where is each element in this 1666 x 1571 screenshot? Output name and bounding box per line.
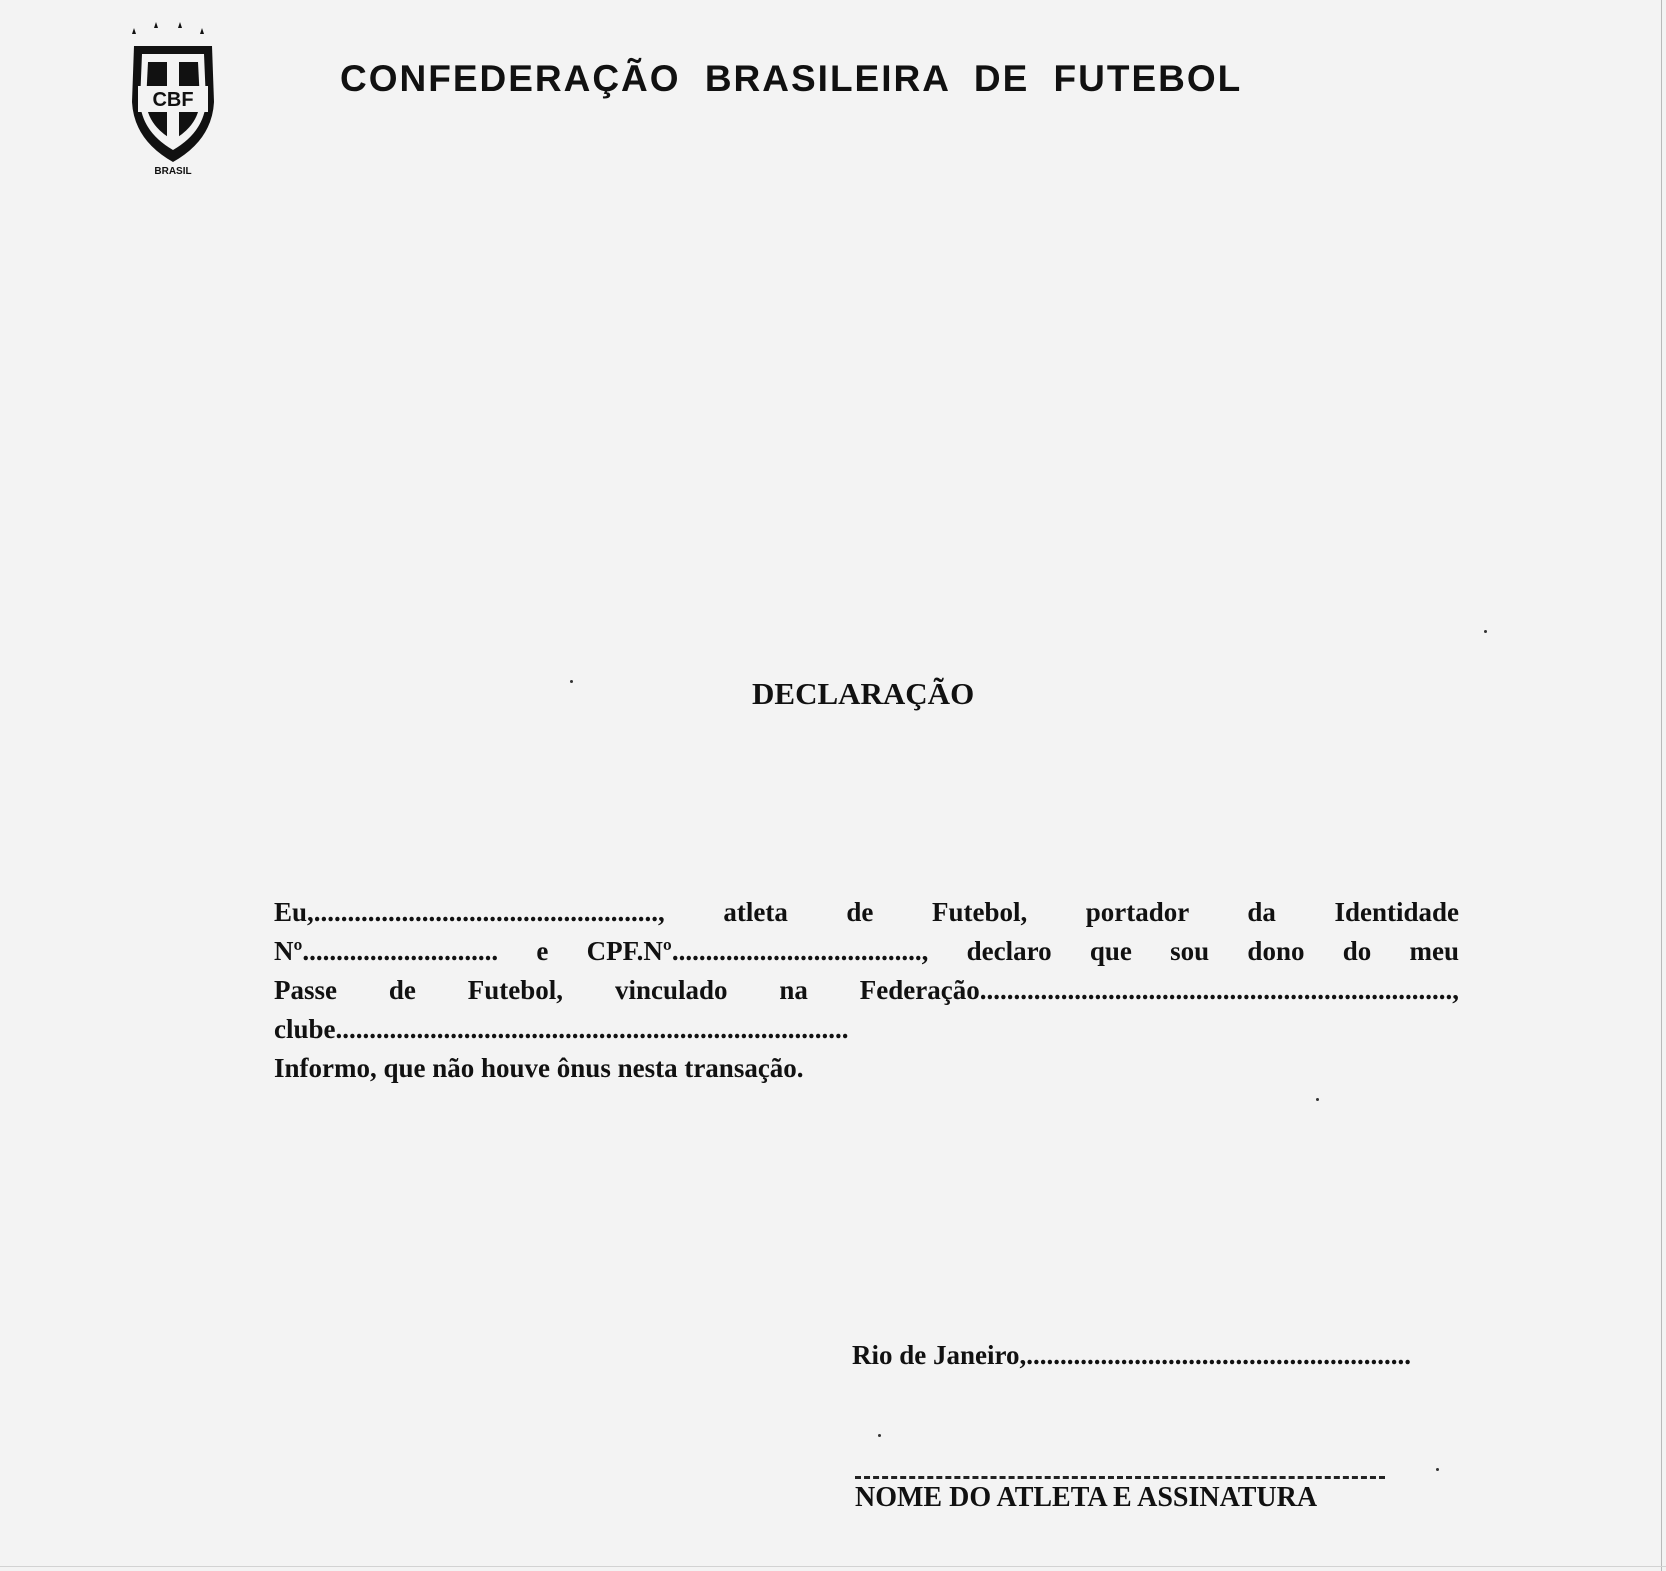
- place-date-field: Rio de Janeiro,.........................................................: [852, 1340, 1411, 1370]
- declaration-line: Passe de Futebol, vinculado na Federação......................................................................,: [274, 975, 1459, 1005]
- scan-speck: [570, 680, 573, 683]
- signature-label: NOME DO ATLETA E ASSINATURA: [855, 1482, 1318, 1513]
- svg-text:CBF: CBF: [152, 89, 194, 111]
- scan-speck: [1484, 630, 1487, 633]
- scan-speck: [1436, 1468, 1439, 1471]
- scan-speck: [878, 1434, 881, 1437]
- scan-speck: [1316, 1098, 1319, 1101]
- document-title: DECLARAÇÃO: [752, 676, 975, 711]
- cbf-crest-icon: [124, 22, 224, 177]
- page-edge-bottom: [0, 1566, 1666, 1567]
- organization-title: CONFEDERAÇÃO BRASILEIRA DE FUTEBOL: [340, 58, 1243, 99]
- declaration-body: [274, 893, 1459, 1088]
- signature-line: [855, 1476, 1385, 1479]
- declaration-line: Informo, que não houve ônus nesta transação.: [274, 1053, 804, 1083]
- svg-text:BRASIL: BRASIL: [154, 166, 192, 177]
- declaration-line: Eu,..................................................., atleta de Futebol, portador da Identidade: [274, 897, 1459, 927]
- declaration-line: Nº............................. e CPF.Nº....................................., declaro que sou dono do meu: [274, 936, 1459, 966]
- page-edge-right: [1661, 0, 1662, 1571]
- declaration-line: clube............................................................................: [274, 1014, 849, 1044]
